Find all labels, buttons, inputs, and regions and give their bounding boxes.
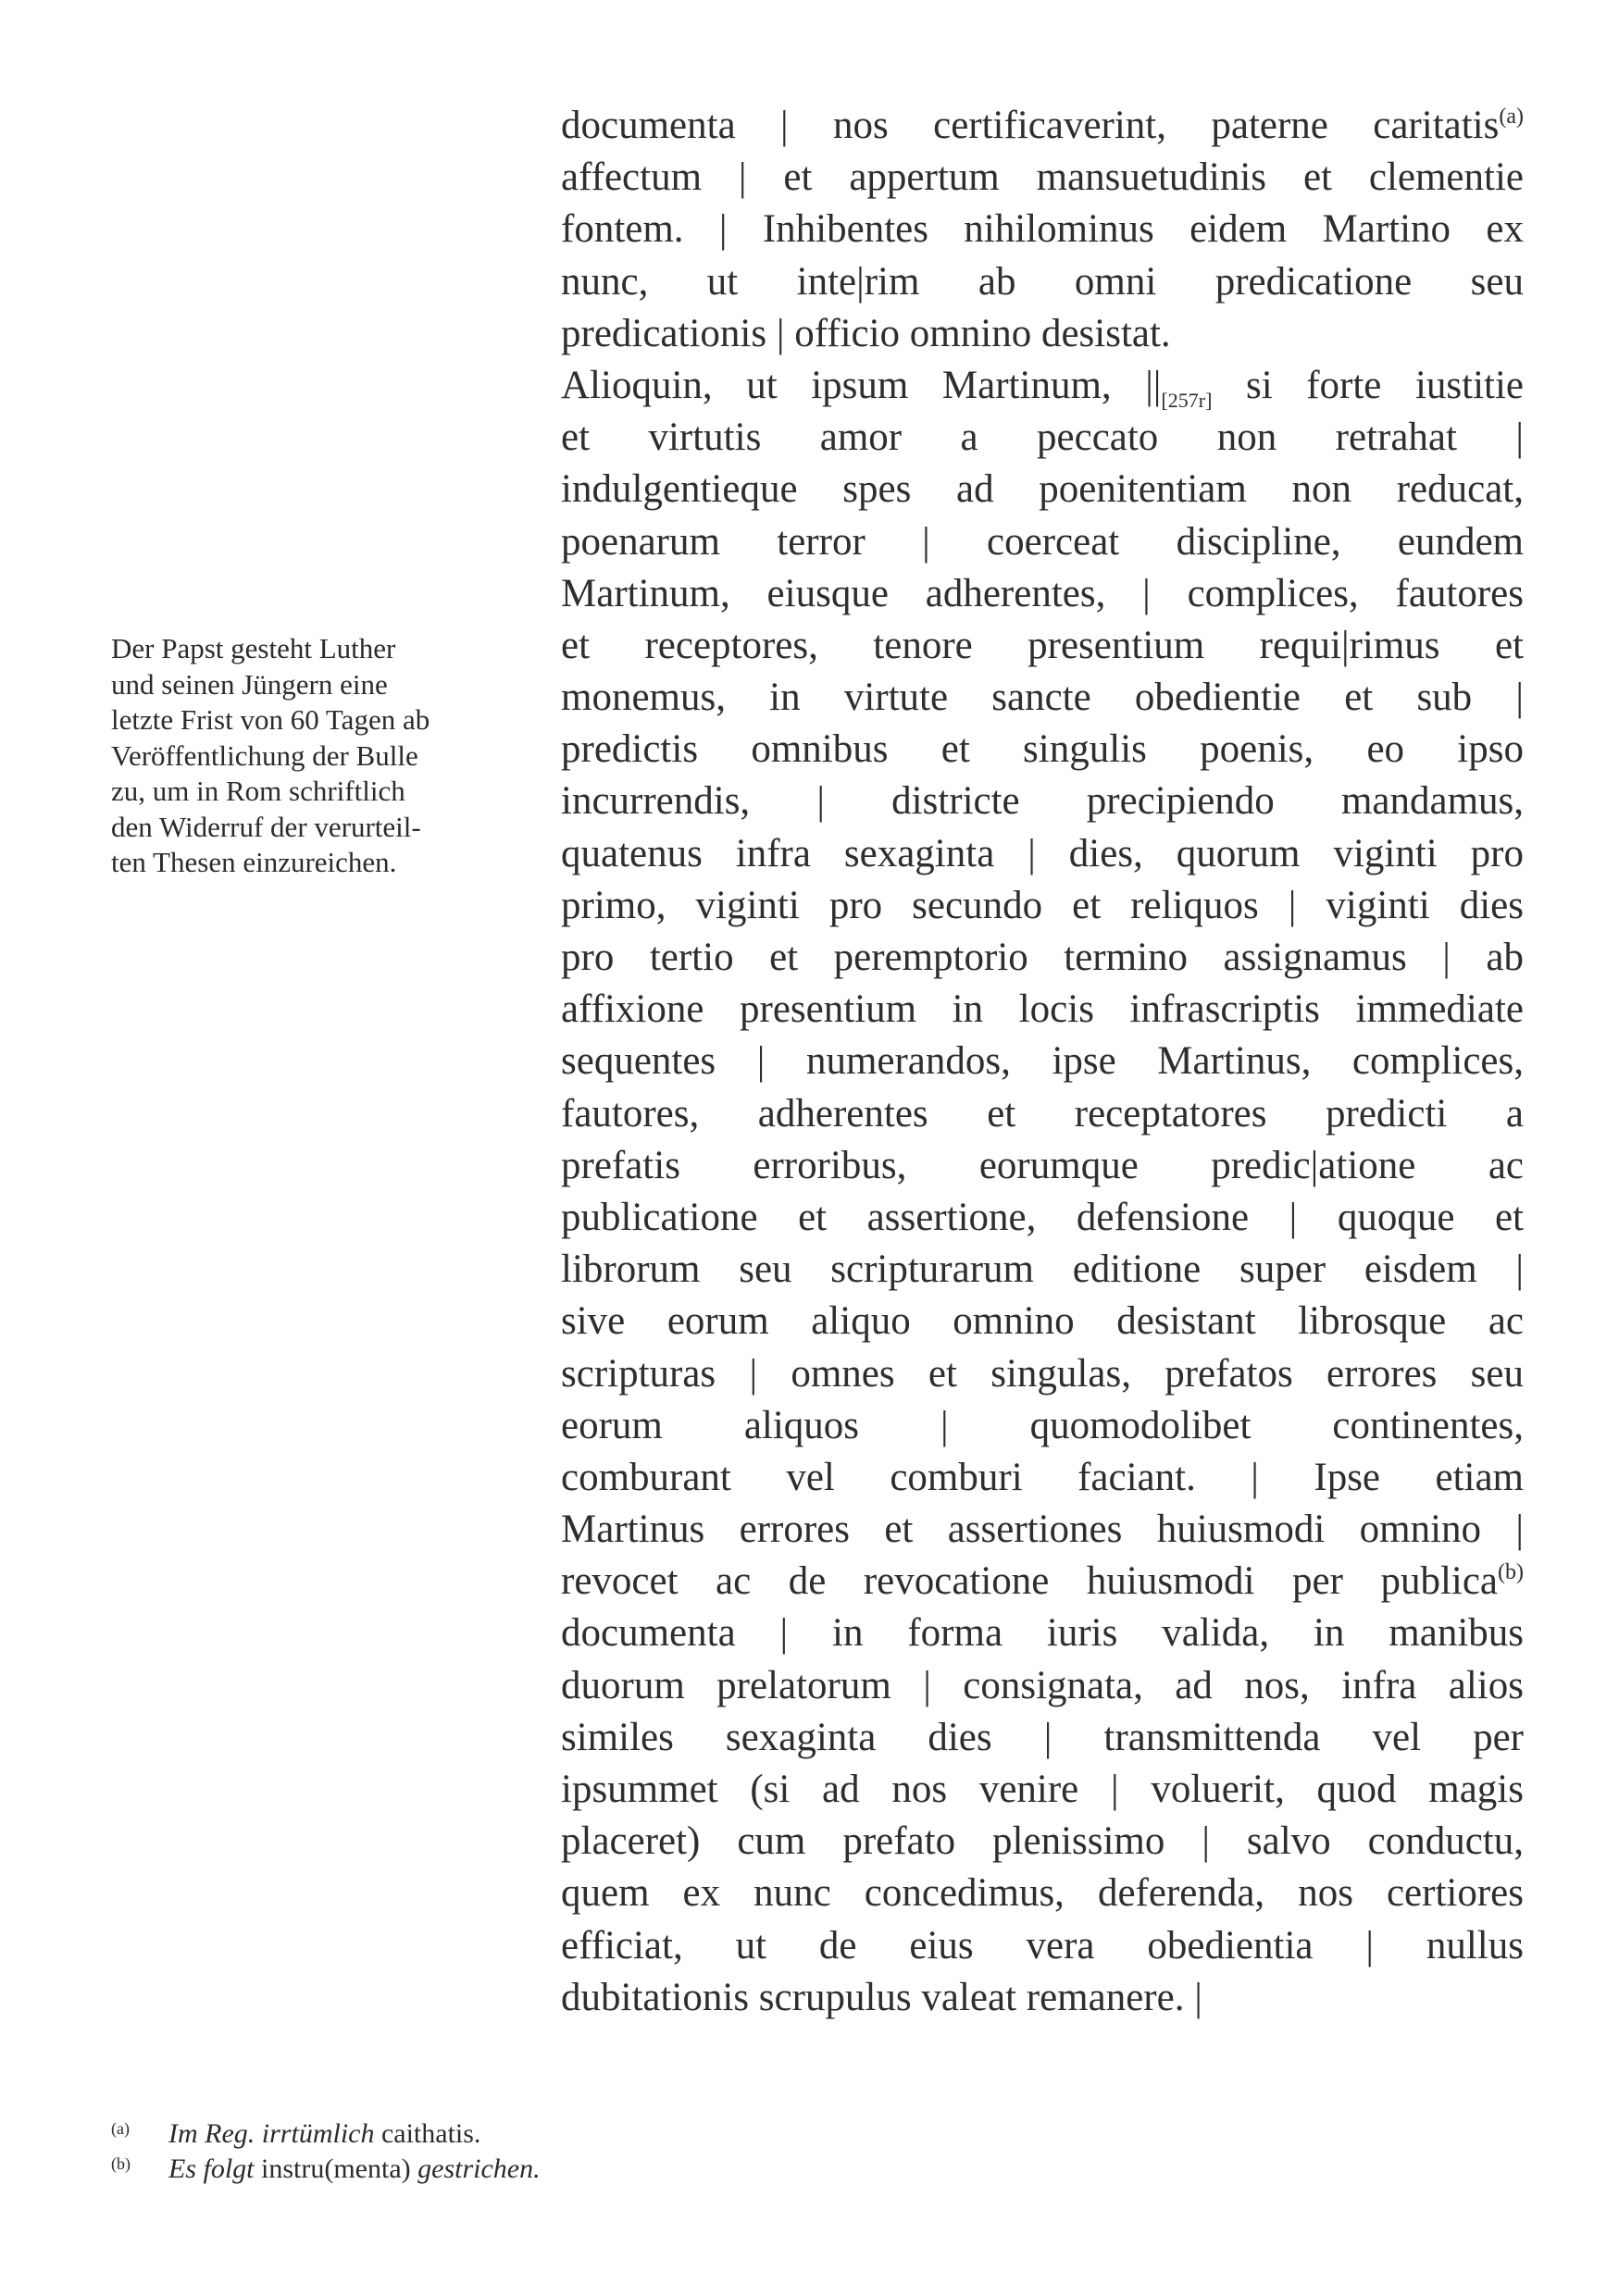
footnote-text: caithatis. [374,2118,481,2149]
text-line: affixione presentium in locis infrascriptis immediate [561,987,1524,1032]
text-line [561,100,1524,152]
text-segment: documenta | nos certificaverint, paterne caritatis [561,104,1500,147]
text-line: comburant vel comburi faciant. | Ipse etiam [561,1455,1524,1499]
text-line: sequentes | numerandos, ipse Martinus, complices, [561,1039,1524,1084]
text-line: Martinus errores et assertiones huiusmodi omnino | [561,1508,1524,1552]
text-line: publicatione et assertione, defensione | quoque et [561,1195,1524,1239]
text-line: et receptores, tenore presentium requi|rimus et [561,623,1524,667]
margin-note-line: Der Papst gesteht Luther [111,632,396,664]
text-line: documenta | in forma iuris valida, in manibus [561,1611,1524,1656]
footnote-ref-a[interactable]: (a) [1499,105,1524,129]
text-line: Martinum, eiusque adherentes, | complices, fautores [561,571,1524,615]
margin-note-line: den Widerruf der verurteil- [111,810,421,843]
text-segment: si forte iustitie [1212,363,1524,407]
margin-note-line: zu, um in Rom schriftlich [111,775,405,807]
bull-latin-text [561,100,1524,2024]
footnote-ref-b[interactable]: (b) [1498,1560,1524,1585]
text-line: dubitationis scrupulus valeat remanere. | [561,1975,1202,2019]
text-line: quem ex nunc concedimus, deferenda, nos certiores [561,1871,1524,1916]
footnote-italic: Im Reg. irrtümlich [168,2118,375,2149]
footnote-b [111,2152,759,2187]
text-line: pro tertio et peremptorio termino assignamus | ab [561,936,1524,979]
text-line: efficiat, ut de eius vera obedientia | nullus [561,1923,1524,1967]
text-line: quatenus infra sexaginta | dies, quorum viginti pro [561,831,1524,875]
footnote-marker: (b) [111,2154,131,2173]
text-line [561,360,1524,412]
text-line: poenarum terror | coerceat discipline, eundem [561,519,1524,564]
text-line: sive eorum aliquo omnino desistant librosque ac [561,1299,1524,1344]
footnote-italic: gestrichen. [417,2153,541,2184]
text-line: indulgentieque spes ad poenitentiam non reducat, [561,467,1524,512]
text-line: nunc, ut inte|rim ab omni predicatione seu [561,259,1524,304]
margin-note-line: Veröffentlichung der Bulle [111,738,418,772]
text-line: prefatis erroribus, eorumque predic|atione ac [561,1143,1524,1187]
text-line: primo, viginti pro secundo et reliquos | viginti dies [561,883,1524,927]
text-line: duorum prelatorum | consignata, ad nos, infra alios [561,1663,1524,1707]
text-line: predictis omnibus et singulis poenis, eo ipso [561,727,1524,772]
folio-marker: [257r] [1161,388,1213,412]
text-line: ipsummet (si ad nos venire | voluerit, quod magis [561,1768,1524,1811]
text-line: affectum | et appertum mansuetudinis et clementie [561,155,1524,200]
margin-note-line: ten Thesen einzureichen. [111,846,397,878]
text-line: et virtutis amor a peccato non retrahat | [561,416,1524,460]
margin-note-line: und seinen Jüngern eine [111,667,388,701]
text-line: placeret) cum prefato plenissimo | salvo conductu, [561,1819,1524,1864]
text-line [561,1556,1524,1607]
text-line: librorum seu scripturarum editione super eisdem | [561,1247,1524,1292]
footnote-text: instru(menta) [254,2153,418,2184]
text-segment: revocet ac de revocatione huiusmodi per publica [561,1559,1499,1604]
footnotes [111,2116,759,2187]
text-line: predicationis | officio omnino desistat. [561,311,1171,355]
text-line: incurrendis, | districte precipiendo mandamus, [561,779,1524,824]
footnote-a [111,2116,759,2152]
text-line: fautores, adherentes et receptatores predicti a [561,1091,1524,1136]
text-line: monemus, in virtute sancte obedientie et sub | [561,676,1524,720]
text-line: similes sexaginta dies | transmittenda vel per [561,1715,1524,1759]
text-line: fontem. | Inhibentes nihilominus eidem Martino ex [561,207,1524,252]
margin-note [111,631,500,881]
margin-note-line: letzte Frist von 60 Tagen ab [111,703,430,736]
footnote-marker: (a) [111,2119,130,2138]
footnote-italic: Es folgt [168,2153,255,2184]
text-line: scripturas | omnes et singulas, prefatos errores seu [561,1351,1524,1396]
text-segment: Alioquin, ut ipsum Martinum, || [561,363,1162,407]
text-line: eorum aliquos | quomodolibet continentes, [561,1403,1524,1447]
